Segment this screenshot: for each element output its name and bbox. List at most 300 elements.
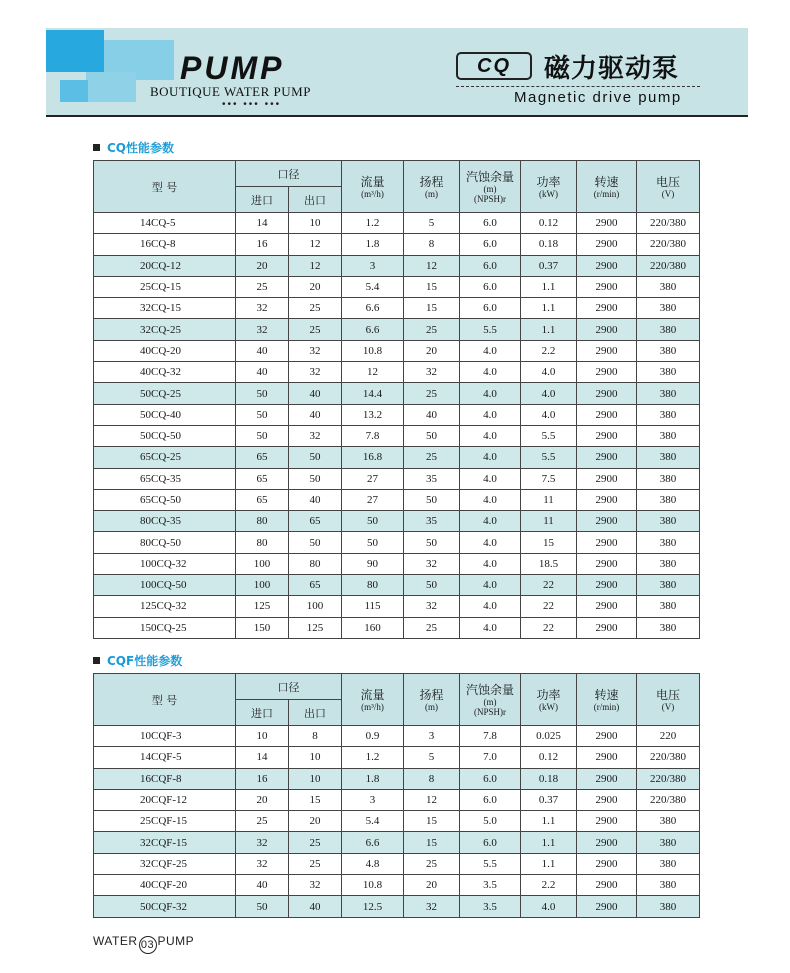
- table-cell: 6.6: [342, 298, 404, 319]
- table-row: [94, 853, 700, 874]
- table-cell: 6.0: [460, 213, 521, 234]
- footer-left: WATER: [93, 934, 138, 948]
- table-cell: 25: [236, 276, 289, 297]
- col-flow: 流量 (m³/h): [342, 674, 404, 726]
- section-heading-cq: [93, 139, 174, 156]
- table-cell: 65: [289, 511, 342, 532]
- model-cell: 32CQF-25: [94, 853, 236, 874]
- table-cell: 50: [289, 447, 342, 468]
- table-cell: 6.0: [460, 276, 521, 297]
- table-cell: 380: [637, 340, 700, 361]
- table-cell: 50: [404, 532, 460, 553]
- table-cell: 32: [236, 298, 289, 319]
- col-outlet: 出口: [289, 700, 342, 726]
- model-cell: 100CQ-32: [94, 553, 236, 574]
- table-cell: 0.12: [521, 213, 577, 234]
- table-cell: 220/380: [637, 213, 700, 234]
- table-cell: 50: [404, 489, 460, 510]
- table-cell: 6.0: [460, 298, 521, 319]
- table-cell: 220/380: [637, 747, 700, 768]
- table-cell: 15: [404, 832, 460, 853]
- table-cell: 8: [404, 768, 460, 789]
- table-cell: 380: [637, 383, 700, 404]
- table-cell: 1.8: [342, 234, 404, 255]
- table-cell: 3.5: [460, 875, 521, 896]
- table-cell: 380: [637, 362, 700, 383]
- table-cell: 40: [289, 489, 342, 510]
- table-cell: 150: [236, 617, 289, 638]
- table-cell: 90: [342, 553, 404, 574]
- model-cell: 32CQ-25: [94, 319, 236, 340]
- table-cell: 12: [404, 255, 460, 276]
- model-cell: 100CQ-50: [94, 575, 236, 596]
- col-inlet: 进口: [236, 700, 289, 726]
- page-title-cn: 磁力驱动泵: [544, 54, 680, 84]
- table-cell: 380: [637, 853, 700, 874]
- table-cell: 27: [342, 468, 404, 489]
- col-model: 型 号: [94, 161, 236, 213]
- table-cell: 15: [404, 811, 460, 832]
- table-cell: 5.5: [460, 319, 521, 340]
- model-cell: 65CQ-25: [94, 447, 236, 468]
- table-cell: 0.025: [521, 726, 577, 747]
- brand-dots: ••• ••• •••: [222, 99, 282, 110]
- table-cell: 40: [236, 362, 289, 383]
- table-cell: 1.2: [342, 213, 404, 234]
- table-cell: 5.5: [521, 447, 577, 468]
- table-cell: 4.0: [460, 532, 521, 553]
- table-cell: 5.5: [521, 425, 577, 446]
- table-cell: 65: [236, 468, 289, 489]
- table-cell: 14: [236, 747, 289, 768]
- table-cell: 0.37: [521, 255, 577, 276]
- model-cell: 14CQF-5: [94, 747, 236, 768]
- table-cell: 380: [637, 298, 700, 319]
- table-cell: 2900: [577, 596, 637, 617]
- col-npsh: 汽蚀余量 (m) (NPSH)r: [460, 674, 521, 726]
- table-cell: 380: [637, 511, 700, 532]
- table-cell: 2900: [577, 875, 637, 896]
- table-cell: 380: [637, 404, 700, 425]
- table-cell: 40: [236, 875, 289, 896]
- logo-square: [46, 30, 104, 72]
- table-cell: 2900: [577, 276, 637, 297]
- table-cell: 25: [404, 319, 460, 340]
- table-cell: 0.9: [342, 726, 404, 747]
- table-row: [94, 468, 700, 489]
- table-cell: 2900: [577, 832, 637, 853]
- table-cell: 18.5: [521, 553, 577, 574]
- table-cell: 40: [404, 404, 460, 425]
- table-cell: 10: [289, 768, 342, 789]
- table-row: [94, 726, 700, 747]
- table-cell: 50: [236, 425, 289, 446]
- model-cell: 50CQ-40: [94, 404, 236, 425]
- table-cell: 380: [637, 319, 700, 340]
- table-cell: 380: [637, 875, 700, 896]
- table-cell: 2900: [577, 853, 637, 874]
- table-cell: 5.4: [342, 276, 404, 297]
- table-row: [94, 532, 700, 553]
- table-cell: 80: [342, 575, 404, 596]
- table-row: [94, 255, 700, 276]
- table-row: [94, 213, 700, 234]
- table-cell: 65: [236, 447, 289, 468]
- table-row: [94, 362, 700, 383]
- table-cell: 8: [404, 234, 460, 255]
- table-row: [94, 404, 700, 425]
- table-cell: 16: [236, 234, 289, 255]
- table-cell: 380: [637, 276, 700, 297]
- table-cell: 13.2: [342, 404, 404, 425]
- table-cell: 6.0: [460, 832, 521, 853]
- table-cell: 125: [236, 596, 289, 617]
- table-cell: 3: [342, 255, 404, 276]
- col-power: 功率 (kW): [521, 161, 577, 213]
- table-row: [94, 575, 700, 596]
- table-cell: 380: [637, 447, 700, 468]
- table-cell: 32: [404, 896, 460, 917]
- model-cell: 65CQ-35: [94, 468, 236, 489]
- table-cell: 12: [404, 789, 460, 810]
- table-row: [94, 298, 700, 319]
- table-row: [94, 511, 700, 532]
- table-cell: 2900: [577, 213, 637, 234]
- table-cell: 50: [342, 511, 404, 532]
- table-row: [94, 489, 700, 510]
- table-cell: 220/380: [637, 789, 700, 810]
- table-cell: 1.1: [521, 811, 577, 832]
- table-cell: 6.6: [342, 832, 404, 853]
- table-cell: 380: [637, 575, 700, 596]
- table-cell: 6.0: [460, 789, 521, 810]
- table-cell: 50: [342, 532, 404, 553]
- table-cell: 220: [637, 726, 700, 747]
- model-cell: 25CQ-15: [94, 276, 236, 297]
- table-row: [94, 832, 700, 853]
- table-cell: 25: [404, 617, 460, 638]
- table-cell: 25: [289, 298, 342, 319]
- table-cell: 12: [289, 255, 342, 276]
- table-cell: 2900: [577, 617, 637, 638]
- table-cell: 20: [289, 811, 342, 832]
- table-cell: 65: [236, 489, 289, 510]
- table-cell: 2900: [577, 340, 637, 361]
- table-cell: 4.0: [521, 362, 577, 383]
- table-row: [94, 596, 700, 617]
- table-cell: 1.1: [521, 832, 577, 853]
- model-cell: 14CQ-5: [94, 213, 236, 234]
- cq-spec-table: [93, 160, 700, 639]
- table-cell: 1.1: [521, 319, 577, 340]
- table-cell: 2900: [577, 532, 637, 553]
- table-cell: 380: [637, 553, 700, 574]
- col-voltage: 电压 (V): [637, 674, 700, 726]
- table-cell: 2900: [577, 362, 637, 383]
- table-cell: 20: [236, 255, 289, 276]
- table-cell: 4.0: [460, 489, 521, 510]
- table-cell: 20: [236, 789, 289, 810]
- table-row: [94, 553, 700, 574]
- table-cell: 15: [404, 298, 460, 319]
- table-cell: 2900: [577, 404, 637, 425]
- table-row: [94, 789, 700, 810]
- table-cell: 4.0: [460, 575, 521, 596]
- table-cell: 1.1: [521, 276, 577, 297]
- col-power: 功率 (kW): [521, 674, 577, 726]
- table-cell: 5: [404, 747, 460, 768]
- model-cell: 20CQF-12: [94, 789, 236, 810]
- table-cell: 20: [404, 875, 460, 896]
- table-cell: 32: [404, 553, 460, 574]
- model-cell: 32CQ-15: [94, 298, 236, 319]
- table-cell: 16: [236, 768, 289, 789]
- table-cell: 2900: [577, 489, 637, 510]
- table-cell: 1.1: [521, 853, 577, 874]
- model-cell: 25CQF-15: [94, 811, 236, 832]
- table-cell: 4.0: [460, 596, 521, 617]
- table-cell: 25: [236, 811, 289, 832]
- table-cell: 10: [289, 747, 342, 768]
- table-cell: 25: [289, 853, 342, 874]
- table-cell: 4.0: [460, 447, 521, 468]
- table-cell: 2900: [577, 896, 637, 917]
- table-row: [94, 811, 700, 832]
- table-cell: 25: [404, 383, 460, 404]
- table-cell: 50: [236, 896, 289, 917]
- header-rule: [46, 115, 748, 117]
- table-cell: 32: [289, 875, 342, 896]
- table-cell: 10.8: [342, 340, 404, 361]
- table-cell: 1.2: [342, 747, 404, 768]
- table-cell: 20: [404, 340, 460, 361]
- table-cell: 2900: [577, 768, 637, 789]
- col-head: 扬程 (m): [404, 161, 460, 213]
- model-cell: 125CQ-32: [94, 596, 236, 617]
- table-cell: 2900: [577, 255, 637, 276]
- table-row: [94, 319, 700, 340]
- table-cell: 10.8: [342, 875, 404, 896]
- square-bullet-icon: [93, 144, 100, 151]
- table-row: [94, 383, 700, 404]
- table-cell: 3.5: [460, 896, 521, 917]
- table-cell: 220/380: [637, 255, 700, 276]
- table-cell: 1.8: [342, 768, 404, 789]
- table-cell: 25: [404, 853, 460, 874]
- table-cell: 25: [404, 447, 460, 468]
- table-cell: 125: [289, 617, 342, 638]
- table-cell: 50: [289, 468, 342, 489]
- table-cell: 0.37: [521, 789, 577, 810]
- table-cell: 40: [289, 404, 342, 425]
- table-row: [94, 447, 700, 468]
- model-cell: 150CQ-25: [94, 617, 236, 638]
- table-cell: 32: [404, 596, 460, 617]
- table-cell: 32: [404, 362, 460, 383]
- section-heading-text: CQF性能参数: [107, 654, 183, 668]
- col-speed: 转速 (r/min): [577, 161, 637, 213]
- table-cell: 2.2: [521, 340, 577, 361]
- model-cell: 10CQF-3: [94, 726, 236, 747]
- col-head: 扬程 (m): [404, 674, 460, 726]
- model-cell: 80CQ-35: [94, 511, 236, 532]
- table-cell: 2900: [577, 511, 637, 532]
- col-caliber: 口径: [236, 674, 342, 700]
- table-cell: 5.0: [460, 811, 521, 832]
- table-cell: 4.0: [521, 896, 577, 917]
- table-cell: 3: [342, 789, 404, 810]
- table-cell: 40: [289, 383, 342, 404]
- table-cell: 3: [404, 726, 460, 747]
- table-row: [94, 425, 700, 446]
- table-cell: 12.5: [342, 896, 404, 917]
- table-cell: 4.0: [460, 340, 521, 361]
- table-row: [94, 276, 700, 297]
- table-cell: 4.0: [521, 404, 577, 425]
- page-number: 03: [139, 936, 157, 954]
- model-cell: 80CQ-50: [94, 532, 236, 553]
- table-cell: 380: [637, 532, 700, 553]
- table-cell: 380: [637, 896, 700, 917]
- table-cell: 35: [404, 511, 460, 532]
- table-cell: 32: [236, 319, 289, 340]
- table-cell: 220/380: [637, 768, 700, 789]
- table-cell: 2900: [577, 298, 637, 319]
- col-caliber: 口径: [236, 161, 342, 187]
- table-cell: 4.0: [460, 617, 521, 638]
- table-cell: 2900: [577, 468, 637, 489]
- table-cell: 12: [289, 234, 342, 255]
- table-cell: 5.5: [460, 853, 521, 874]
- table-cell: 4.0: [460, 468, 521, 489]
- table-cell: 4.0: [460, 511, 521, 532]
- table-cell: 2900: [577, 319, 637, 340]
- square-bullet-icon: [93, 657, 100, 664]
- table-cell: 4.0: [521, 383, 577, 404]
- series-badge: CQ: [456, 52, 532, 80]
- table-cell: 220/380: [637, 234, 700, 255]
- table-cell: 380: [637, 596, 700, 617]
- table-cell: 4.8: [342, 853, 404, 874]
- model-cell: 16CQF-8: [94, 768, 236, 789]
- page-title-en: Magnetic drive pump: [514, 89, 682, 106]
- brand-tagline: BOUTIQUE WATER PUMP: [150, 84, 311, 99]
- title-divider: [456, 86, 700, 87]
- table-cell: 380: [637, 425, 700, 446]
- table-cell: 380: [637, 489, 700, 510]
- table-cell: 2900: [577, 447, 637, 468]
- footer-right: PUMP: [157, 934, 195, 948]
- logo-square: [60, 80, 88, 102]
- table-cell: 16.8: [342, 447, 404, 468]
- table-cell: 27: [342, 489, 404, 510]
- table-cell: 2900: [577, 234, 637, 255]
- model-cell: 32CQF-15: [94, 832, 236, 853]
- table-cell: 2900: [577, 383, 637, 404]
- table-cell: 15: [404, 276, 460, 297]
- table-cell: 65: [289, 575, 342, 596]
- table-cell: 8: [289, 726, 342, 747]
- table-cell: 25: [289, 832, 342, 853]
- brand-title: PUMP: [180, 50, 285, 86]
- table-cell: 7.5: [521, 468, 577, 489]
- table-cell: 4.0: [460, 553, 521, 574]
- table-cell: 380: [637, 468, 700, 489]
- table-cell: 32: [289, 362, 342, 383]
- model-cell: 16CQ-8: [94, 234, 236, 255]
- logo-square: [86, 72, 136, 102]
- table-cell: 2900: [577, 789, 637, 810]
- table-cell: 22: [521, 596, 577, 617]
- table-cell: 380: [637, 832, 700, 853]
- table-cell: 32: [236, 853, 289, 874]
- table-cell: 40: [236, 340, 289, 361]
- table-cell: 50: [404, 425, 460, 446]
- col-voltage: 电压 (V): [637, 161, 700, 213]
- table-row: [94, 896, 700, 917]
- table-cell: 12: [342, 362, 404, 383]
- col-flow: 流量 (m³/h): [342, 161, 404, 213]
- cqf-spec-table: [93, 673, 700, 918]
- table-cell: 4.0: [460, 362, 521, 383]
- table-cell: 25: [289, 319, 342, 340]
- table-cell: 7.8: [460, 726, 521, 747]
- table-cell: 100: [236, 575, 289, 596]
- table-cell: 10: [289, 213, 342, 234]
- table-cell: 0.18: [521, 768, 577, 789]
- table-cell: 1.1: [521, 298, 577, 319]
- table-cell: 5: [404, 213, 460, 234]
- table-row: [94, 768, 700, 789]
- table-cell: 50: [236, 383, 289, 404]
- table-cell: 7.8: [342, 425, 404, 446]
- table-cell: 6.0: [460, 234, 521, 255]
- table-cell: 14.4: [342, 383, 404, 404]
- table-cell: 4.0: [460, 383, 521, 404]
- table-cell: 50: [404, 575, 460, 596]
- table-cell: 6.0: [460, 255, 521, 276]
- table-cell: 160: [342, 617, 404, 638]
- table-row: [94, 747, 700, 768]
- table-cell: 50: [289, 532, 342, 553]
- section-heading-cqf: [93, 652, 182, 669]
- table-cell: 11: [521, 489, 577, 510]
- table-cell: 32: [289, 425, 342, 446]
- table-cell: 80: [289, 553, 342, 574]
- table-cell: 35: [404, 468, 460, 489]
- table-cell: 32: [289, 340, 342, 361]
- table-cell: 7.0: [460, 747, 521, 768]
- model-cell: 40CQ-32: [94, 362, 236, 383]
- table-cell: 80: [236, 532, 289, 553]
- table-cell: 22: [521, 617, 577, 638]
- table-cell: 11: [521, 511, 577, 532]
- table-cell: 0.18: [521, 234, 577, 255]
- table-cell: 15: [289, 789, 342, 810]
- table-cell: 2900: [577, 726, 637, 747]
- table-cell: 2900: [577, 747, 637, 768]
- table-cell: 14: [236, 213, 289, 234]
- table-cell: 115: [342, 596, 404, 617]
- table-cell: 0.12: [521, 747, 577, 768]
- table-cell: 100: [236, 553, 289, 574]
- table-cell: 4.0: [460, 425, 521, 446]
- col-outlet: 出口: [289, 187, 342, 213]
- table-cell: 5.4: [342, 811, 404, 832]
- table-cell: 4.0: [460, 404, 521, 425]
- table-cell: 100: [289, 596, 342, 617]
- table-cell: 380: [637, 811, 700, 832]
